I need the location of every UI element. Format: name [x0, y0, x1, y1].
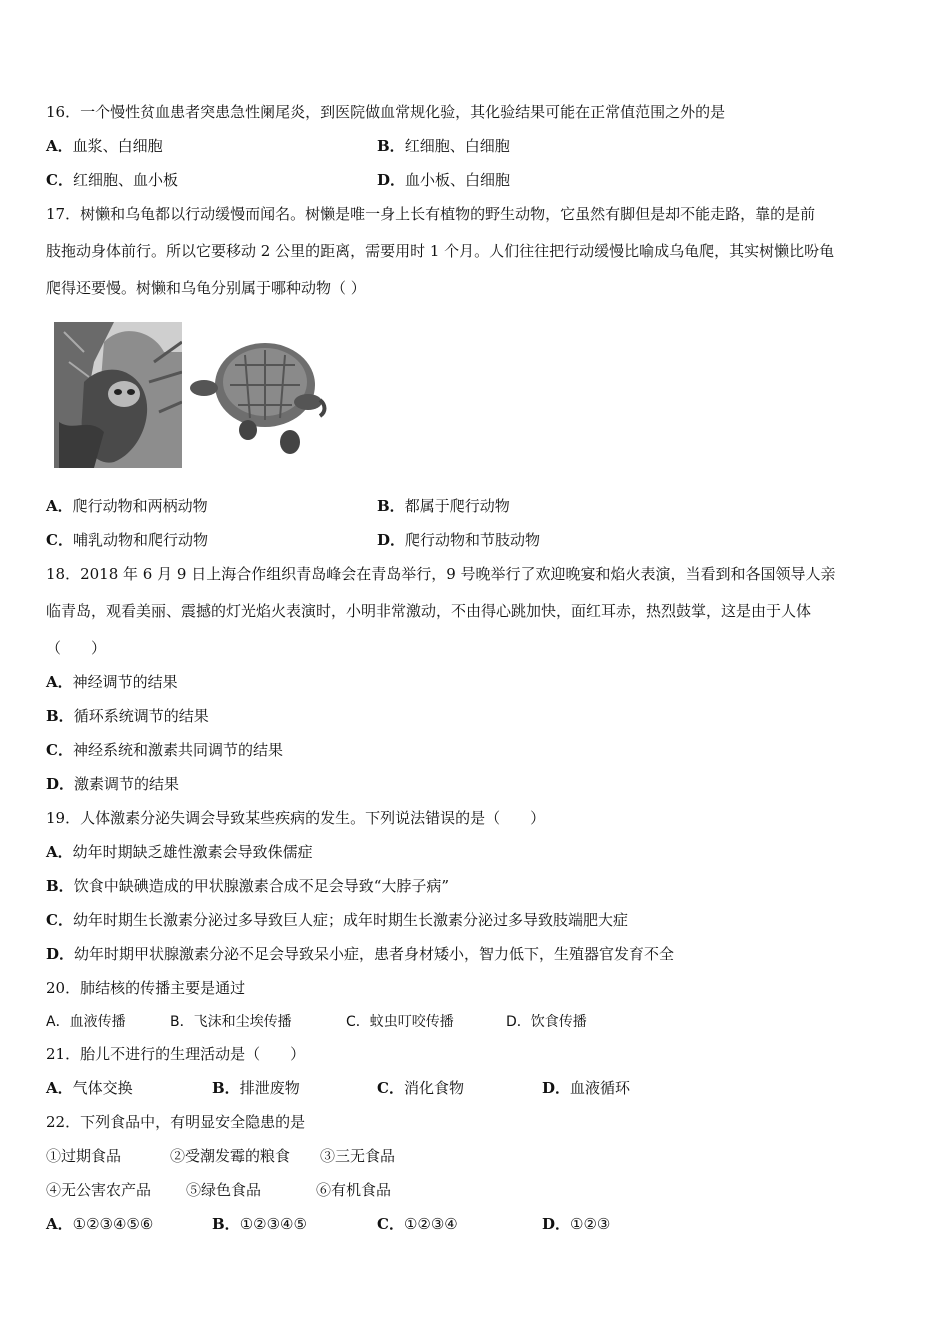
option-text: 血浆、白细胞 — [72, 137, 163, 155]
q21-option-b — [212, 1078, 300, 1098]
option-text: 血液循环 — [570, 1079, 631, 1097]
option-label: C． — [377, 1215, 404, 1233]
option-text: 神经调节的结果 — [72, 673, 178, 691]
q20-stem: 20．肺结核的传播主要是通过 — [46, 979, 246, 997]
q22-item-5: ⑤绿色食品 — [186, 1181, 262, 1199]
option-text: 红细胞、白细胞 — [404, 137, 510, 155]
option-label: A． — [46, 1215, 73, 1233]
q22-item-2: ②受潮发霉的粮食 — [170, 1147, 291, 1165]
option-label: B． — [46, 877, 74, 895]
q21-option-c — [377, 1078, 464, 1098]
q22-option-b — [212, 1214, 307, 1234]
q17-stem-line1: 17．树懒和乌龟都以行动缓慢而闻名。树懒是唯一身上长有植物的野生动物，它虽然有脚但是却不能走路，靠的是前 — [46, 205, 816, 223]
option-label: C． — [46, 171, 73, 189]
q18-stem-line1: 18．2018 年 6 月 9 日上海合作组织青岛峰会在青岛举行，9 号晚举行了欢迎晚宴和焰火表演，当看到和各国领导人亲 — [46, 565, 836, 583]
option-text: 消化食物 — [403, 1079, 464, 1097]
option-text: 排泄废物 — [239, 1079, 300, 1097]
q20-option-c: C．蚊虫叮咬传播 — [346, 1014, 454, 1030]
q22-stem: 22．下列食品中，有明显安全隐患的是 — [46, 1113, 306, 1131]
option-text: 血小板、白细胞 — [405, 171, 511, 189]
option-text: ①②③ — [570, 1215, 611, 1233]
q22-item-4: ④无公害农产品 — [46, 1181, 152, 1199]
q16-option-c — [46, 170, 178, 190]
q17-stem-line3: 爬得还要慢。树懒和乌龟分别属于哪种动物（ ） — [46, 279, 366, 297]
q17-option-c — [46, 530, 208, 550]
option-label: A． — [46, 673, 73, 691]
option-text: 都属于爬行动物 — [404, 497, 510, 515]
q19-option-c — [46, 910, 628, 930]
q19-stem: 19．人体激素分泌失调会导致某些疾病的发生。下列说法错误的是（ ） — [46, 809, 546, 827]
option-label: D． — [377, 531, 406, 549]
q17-option-a — [46, 496, 208, 516]
option-text: 神经系统和激素共同调节的结果 — [72, 741, 283, 759]
option-text: 循环系统调节的结果 — [73, 707, 209, 725]
q18-option-a — [46, 672, 178, 692]
q21-option-a — [46, 1078, 133, 1098]
option-label: B． — [46, 707, 74, 725]
option-text: ①②③④ — [403, 1215, 458, 1233]
option-text: 幼年时期甲状腺激素分泌不足会导致呆小症，患者身材矮小，智力低下，生殖器官发育不全 — [74, 945, 675, 963]
q22-item-1: ①过期食品 — [46, 1147, 122, 1165]
option-label: B． — [212, 1215, 240, 1233]
option-label: D． — [542, 1079, 571, 1097]
q17-stem-line2: 肢拖动身体前行。所以它要移动 2 公里的距离，需要用时 1 个月。人们往往把行动缓慢比喻成乌龟爬，其实树懒比吩龟 — [46, 242, 835, 260]
q16-option-b — [377, 136, 510, 156]
option-label: B． — [377, 137, 405, 155]
option-label: A． — [46, 137, 73, 155]
option-label: D． — [46, 775, 75, 793]
option-text: 幼年时期缺乏雄性激素会导致侏儒症 — [72, 843, 313, 861]
q17-option-d — [377, 530, 540, 550]
option-text: ①②③④⑤⑥ — [72, 1215, 154, 1233]
q18-option-b — [46, 706, 209, 726]
option-label: C． — [46, 911, 73, 929]
option-label: D． — [542, 1215, 571, 1233]
option-label: A． — [46, 497, 73, 515]
option-text: 激素调节的结果 — [74, 775, 180, 793]
q19-option-b — [46, 876, 449, 896]
option-text: 饮食中缺碘造成的甲状腺激素合成不足会导致“大脖子病” — [73, 877, 450, 895]
option-label: A． — [46, 843, 73, 861]
q16-option-d — [377, 170, 510, 190]
option-label: D． — [377, 171, 406, 189]
option-text: 爬行动物和节肢动物 — [405, 531, 541, 549]
q18-stem-line3: （ ） — [46, 639, 107, 657]
turtle-image — [190, 330, 328, 462]
q21-option-d — [542, 1078, 630, 1098]
option-label: C． — [46, 741, 73, 759]
option-label: A． — [46, 1079, 73, 1097]
option-text: 哺乳动物和爬行动物 — [72, 531, 208, 549]
q18-option-d — [46, 774, 179, 794]
option-label: C． — [46, 531, 73, 549]
option-text: 幼年时期生长激素分泌过多导致巨人症；成年时期生长激素分泌过多导致肢端肥大症 — [72, 911, 628, 929]
sloth-image — [54, 322, 182, 468]
option-text: 红细胞、血小板 — [72, 171, 178, 189]
q21-stem: 21．胎儿不进行的生理活动是（ ） — [46, 1045, 306, 1063]
q17-option-b — [377, 496, 510, 516]
q16-stem: 16．一个慢性贫血患者突患急性阑尾炎，到医院做血常规化验，其化验结果可能在正常值范围之外的是 — [46, 103, 726, 121]
q20-option-a: A．血液传播 — [46, 1014, 126, 1030]
q22-option-d — [542, 1214, 610, 1234]
option-text: 气体交换 — [72, 1079, 133, 1097]
q20-option-b: B．飞沫和尘埃传播 — [170, 1014, 292, 1030]
q22-item-3: ③三无食品 — [320, 1147, 396, 1165]
q20-option-d: D．饮食传播 — [506, 1014, 587, 1030]
q22-option-c — [377, 1214, 458, 1234]
option-label: B． — [212, 1079, 240, 1097]
option-label: C． — [377, 1079, 404, 1097]
option-label: D． — [46, 945, 75, 963]
q19-option-d — [46, 944, 674, 964]
q19-option-a — [46, 842, 313, 862]
q18-option-c — [46, 740, 283, 760]
q16-option-a — [46, 136, 163, 156]
option-label: B． — [377, 497, 405, 515]
option-text: 爬行动物和两柄动物 — [72, 497, 208, 515]
q18-stem-line2: 临青岛，观看美丽、震撼的灯光焰火表演时，小明非常激动，不由得心跳加快，面红耳赤，热烈鼓掌，这是由于人体 — [46, 602, 812, 620]
option-text: ①②③④⑤ — [239, 1215, 307, 1233]
q22-option-a — [46, 1214, 153, 1234]
q22-item-6: ⑥有机食品 — [316, 1181, 392, 1199]
